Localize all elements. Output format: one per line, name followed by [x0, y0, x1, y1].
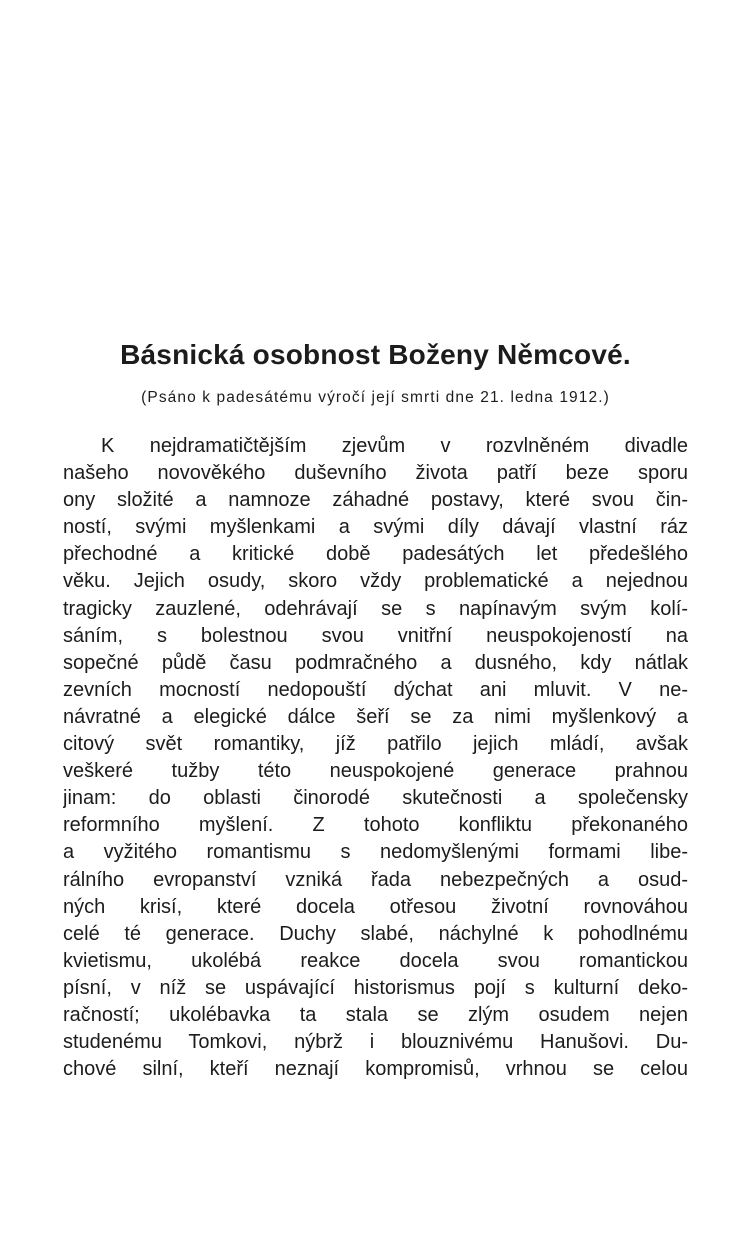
- text-line: rálního evropanství vzniká řada nebezpečných a osud-: [63, 868, 688, 891]
- text-line: račností; ukolébavka ta stala se zlým osudem nejen: [63, 1003, 688, 1026]
- body-paragraph: [63, 433, 688, 1083]
- text-line: věku. Jejich osudy, skoro vždy problematické a nejednou: [63, 570, 688, 593]
- text-line: přechodné a kritické době padesátých let předešlého: [63, 543, 688, 566]
- text-line: kvietismu, ukolébá reakce docela svou romantickou: [63, 949, 688, 972]
- text-line: sáním, s bolestnou svou vnitřní neuspokojeností na: [63, 624, 688, 647]
- text-line: zevních mocností nedopouští dýchat ani mluvit. V ne-: [63, 678, 688, 701]
- text-line: písní, v níž se uspávající historismus pojí s kulturní deko-: [63, 976, 688, 999]
- text-line: citový svět romantiky, jíž patřilo jejich mládí, avšak: [63, 733, 688, 756]
- text-line: ony složité a namnoze záhadné postavy, které svou čin-: [63, 489, 688, 512]
- text-line: veškeré tužby této neuspokojené generace prahnou: [63, 760, 688, 783]
- text-line: studenému Tomkovi, nýbrž i blouznivému Hanušovi. Du-: [63, 1031, 688, 1054]
- text-line: našeho novověkého duševního života patří beze sporu: [63, 462, 688, 485]
- text-line: sopečné půdě času podmračného a dusného, kdy nátlak: [63, 651, 688, 674]
- text-line: ných krisí, které docela otřesou životní rovnováhou: [63, 895, 688, 918]
- text-line: K nejdramatičtějším zjevům v rozvlněném divadle: [101, 435, 688, 457]
- text-line: chové silní, kteří neznají kompromisů, vrhnou se celou: [63, 1058, 688, 1081]
- text-line: a vyžitého romantismu s nedomyšlenými formami libe-: [63, 841, 688, 864]
- text-line: celé té generace. Duchy slabé, náchylné k pohodlnému: [63, 922, 688, 945]
- text-line: ností, svými myšlenkami a svými díly dávají vlastní ráz: [63, 516, 688, 539]
- chapter-subtitle: (Psáno k padesátému výročí její smrti dne 21. ledna 1912.): [141, 389, 610, 406]
- text-line: reformního myšlení. Z tohoto konfliktu překonaného: [63, 814, 688, 837]
- text-line: tragicky zauzlené, odehrávají se s napínavým svým kolí-: [63, 597, 688, 620]
- text-line: návratné a elegické dálce šeří se za nimi myšlenkový a: [63, 705, 688, 728]
- chapter-title: Básnická osobnost Boženy Němcové.: [120, 339, 631, 370]
- text-line: jinam: do oblasti činorodé skutečnosti a společensky: [63, 787, 688, 810]
